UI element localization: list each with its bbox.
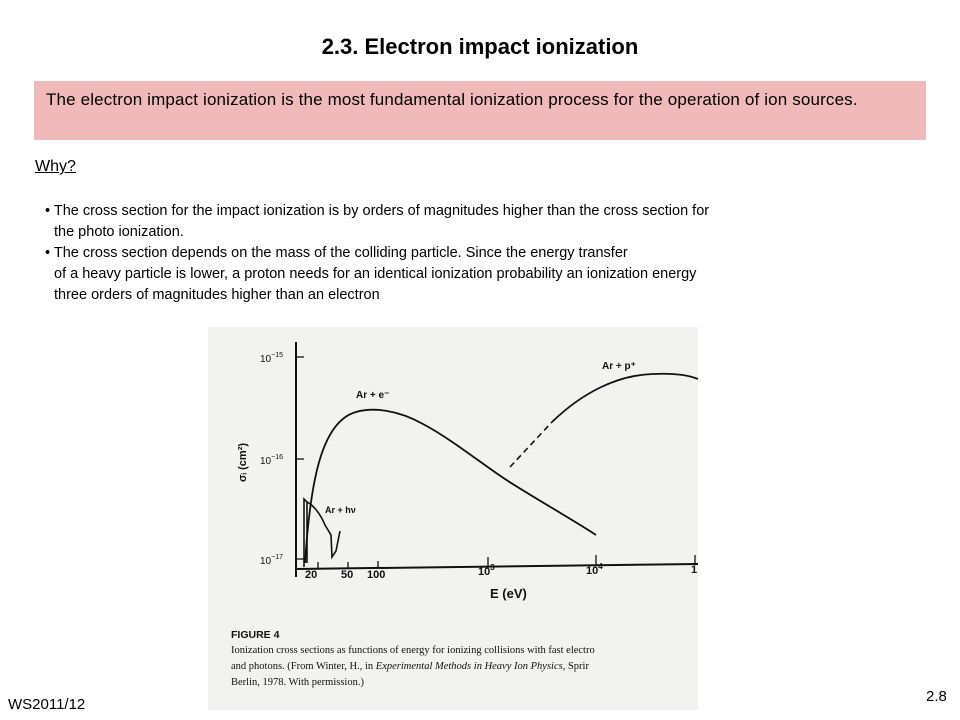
y-tick-1e-17: $10^{-17}$ xyxy=(260,554,283,567)
x-tick-100: 100 xyxy=(367,569,386,581)
caption-figure-label: FIGURE 4 xyxy=(231,629,280,641)
y-axis-ticks xyxy=(296,357,304,559)
label-ar-electron: Ar + e⁻ xyxy=(356,390,390,401)
x-axis xyxy=(296,564,698,569)
cross-section-figure xyxy=(208,327,698,710)
bullet-1-line-1: • The cross section for the impact ionization is by orders of magnitudes higher than the cross section for xyxy=(45,203,710,219)
figure-caption xyxy=(231,627,698,691)
bullet-2-line-3: three orders of magnitudes higher than an electron xyxy=(54,287,380,303)
bullet-1-line-2: the photo ionization. xyxy=(54,224,184,240)
label-ar-photon: Ar + hν xyxy=(325,505,356,515)
caption-line-1: Ionization cross sections as functions of energy for ionizing collisions with fast electro xyxy=(231,645,595,656)
proton-curve xyxy=(552,374,698,422)
why-heading: Why? xyxy=(35,158,76,175)
highlight-box: The electron impact ionization is the most fundamental ionization process for the operation of ion sources. xyxy=(34,81,926,140)
y-axis-label: σᵢ (cm²) xyxy=(237,442,249,482)
x-tick-20: 20 xyxy=(305,569,318,581)
caption-line-3: Berlin, 1978. With permission.) xyxy=(231,677,364,688)
page-number: 2.8 xyxy=(926,688,947,705)
y-tick-1e-15: $10^{-15}$ xyxy=(260,352,283,365)
x-tick-50: 50 xyxy=(341,569,354,581)
proton-curve-dashed xyxy=(510,422,552,467)
x-tick-clipped: 1 xyxy=(691,564,698,576)
x-tick-1e3: $10^3$ xyxy=(478,563,495,578)
label-ar-proton: Ar + p⁺ xyxy=(602,361,636,372)
x-tick-1e4: $10^4$ xyxy=(586,562,603,577)
bullet-2-line-2: of a heavy particle is lower, a proton needs for an identical ionization probability an ionization energy xyxy=(54,266,697,282)
y-tick-1e-16: $10^{-16}$ xyxy=(260,454,283,467)
caption-line-2: and photons. (From Winter, H., in Experimental Methods in Heavy Ion Physics, Sprir xyxy=(231,661,589,672)
electron-curve xyxy=(305,410,596,563)
x-axis-label: E (eV) xyxy=(490,586,527,601)
bullet-2-line-1: • The cross section depends on the mass of the colliding particle. Since the energy transfer xyxy=(45,245,628,261)
bullet-list xyxy=(45,201,925,306)
semester-label: WS2011/12 xyxy=(8,696,86,713)
slide-title: 2.3. Electron impact ionization xyxy=(321,34,639,59)
